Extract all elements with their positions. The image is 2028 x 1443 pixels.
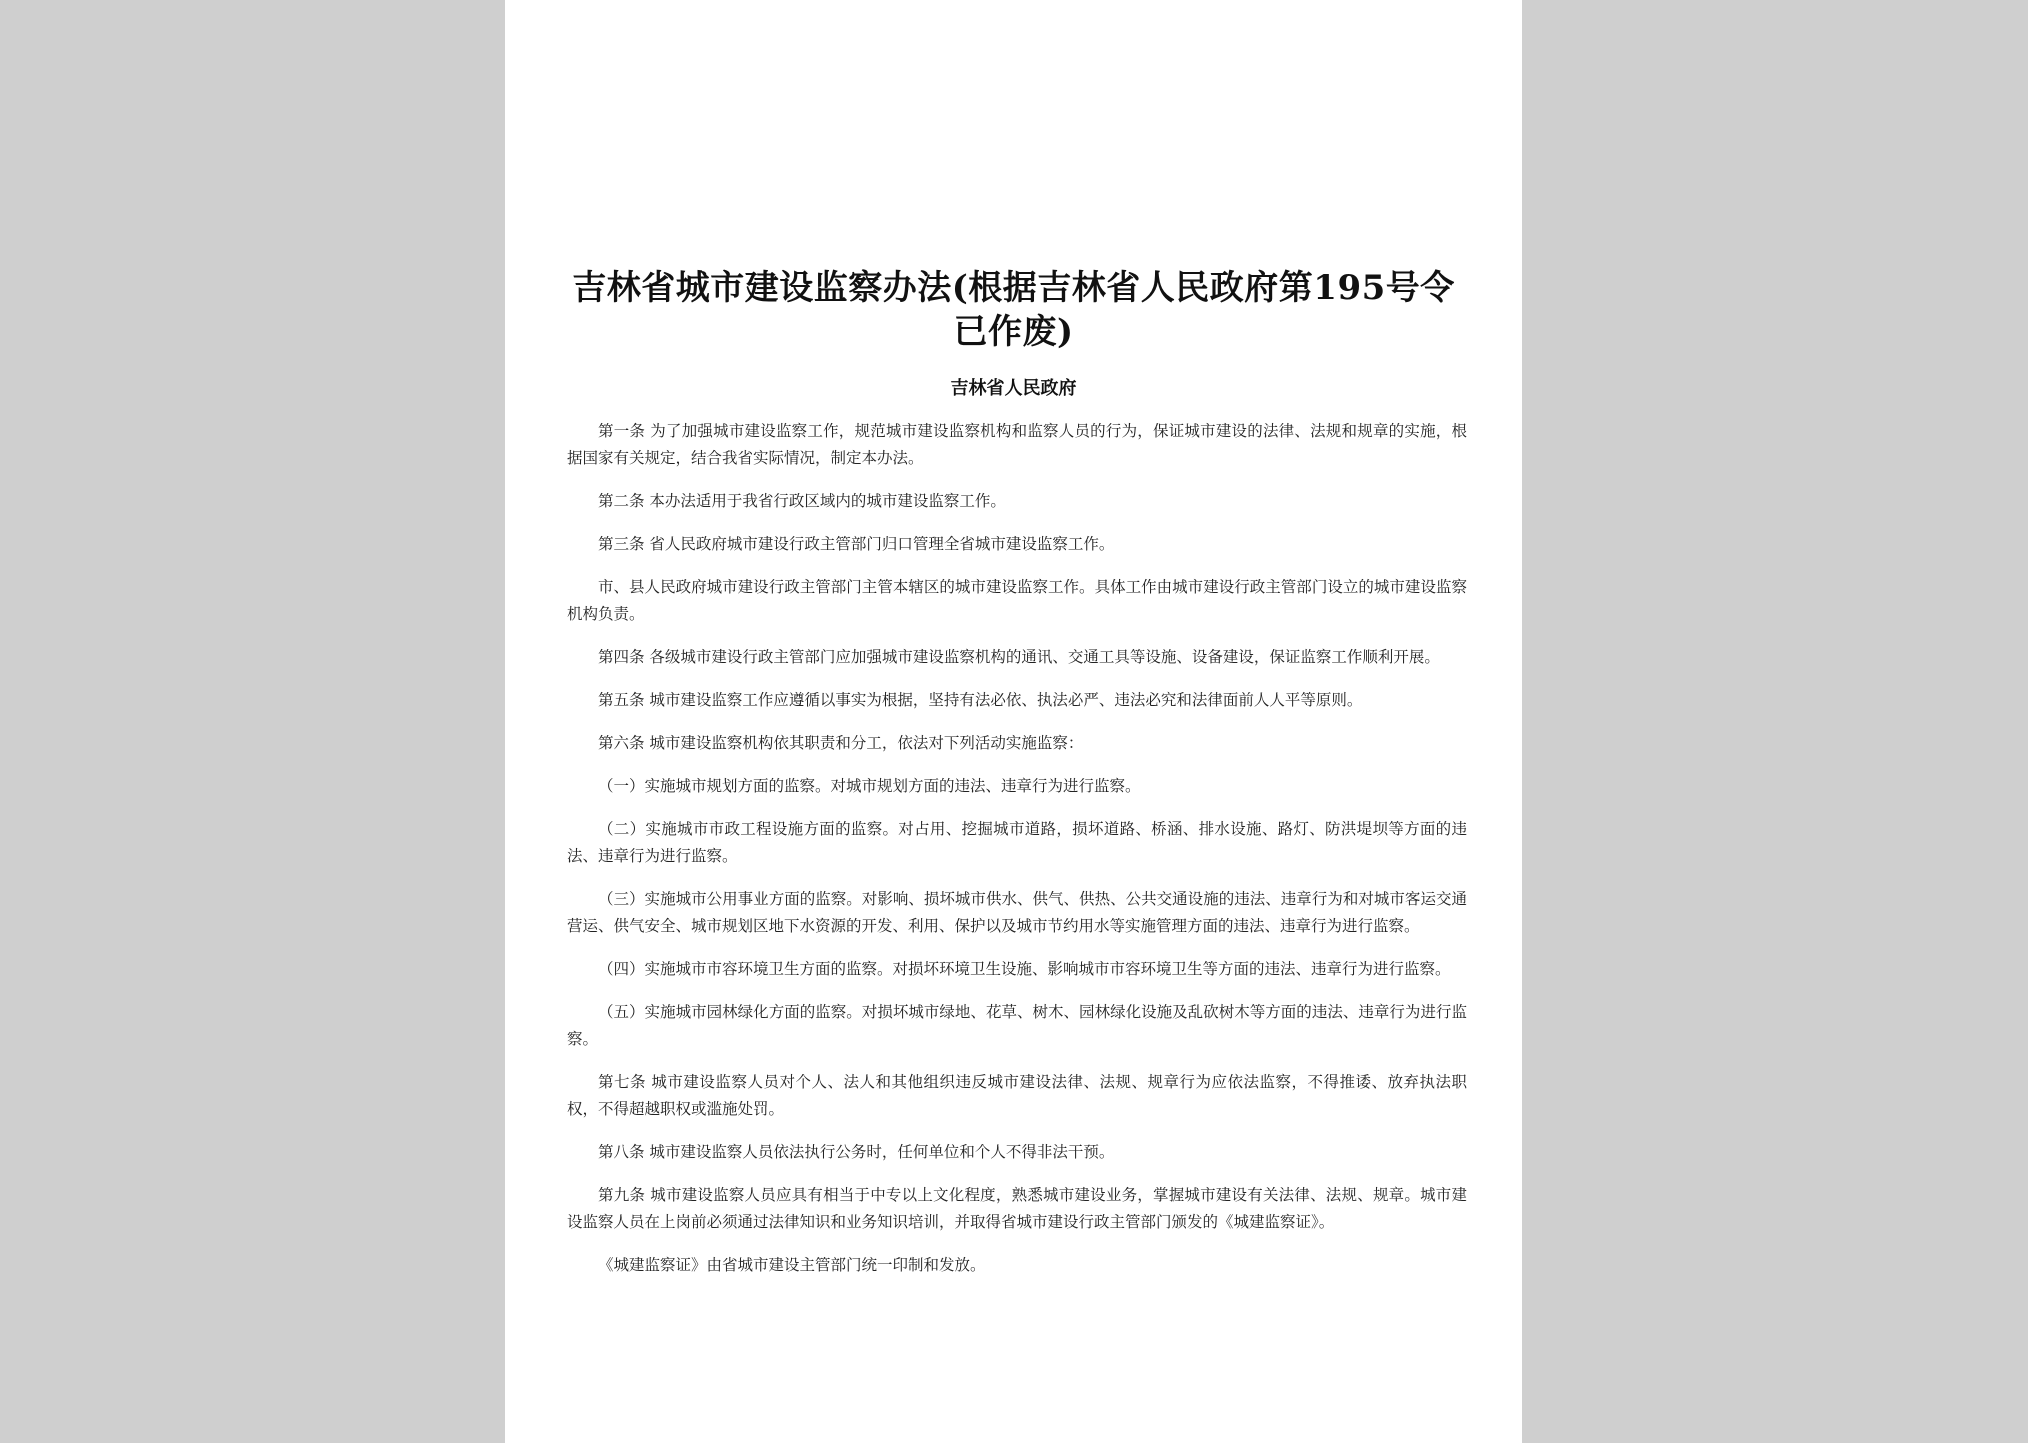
paragraph: （五）实施城市园林绿化方面的监察。对损坏城市绿地、花草、树木、园林绿化设施及乱砍树木等方面的违法、违章行为进行监察。 [567, 1003, 1467, 1048]
paragraph: 第二条 本办法适用于我省行政区域内的城市建设监察工作。 [598, 492, 1006, 510]
paragraph: 第一条 为了加强城市建设监察工作，规范城市建设监察机构和监察人员的行为，保证城市建设的法律、法规和规章的实施，根据国家有关规定，结合我省实际情况，制定本办法。 [567, 422, 1467, 467]
paragraph: 第三条 省人民政府城市建设行政主管部门归口管理全省城市建设监察工作。 [598, 535, 1115, 553]
document-body [567, 418, 1467, 1295]
paragraph: 第五条 城市建设监察工作应遵循以事实为根据，坚持有法必依、执法必严、违法必究和法律面前人人平等原则。 [598, 691, 1363, 709]
paragraph: 第七条 城市建设监察人员对个人、法人和其他组织违反城市建设法律、法规、规章行为应依法监察，不得推诿、放弃执法职权，不得超越职权或滥施处罚。 [567, 1073, 1467, 1118]
paragraph: 《城建监察证》由省城市建设主管部门统一印制和发放。 [598, 1256, 986, 1274]
document-page [505, 0, 1522, 1443]
paragraph: 第四条 各级城市建设行政主管部门应加强城市建设监察机构的通讯、交通工具等设施、设备建设，保证监察工作顺利开展。 [598, 648, 1440, 666]
paragraph: （二）实施城市市政工程设施方面的监察。对占用、挖掘城市道路，损坏道路、桥涵、排水设施、路灯、防洪堤坝等方面的违法、违章行为进行监察。 [567, 820, 1467, 865]
document-issuer: 吉林省人民政府 [950, 378, 1077, 399]
paragraph: 市、县人民政府城市建设行政主管部门主管本辖区的城市建设监察工作。具体工作由城市建设行政主管部门设立的城市建设监察机构负责。 [567, 578, 1467, 623]
paragraph: （四）实施城市市容环境卫生方面的监察。对损坏环境卫生设施、影响城市市容环境卫生等方面的违法、违章行为进行监察。 [598, 960, 1451, 978]
paragraph: （一）实施城市规划方面的监察。对城市规划方面的违法、违章行为进行监察。 [598, 777, 1141, 795]
document-title: 吉林省城市建设监察办法(根据吉林省人民政府第195号令已作废) [572, 268, 1455, 352]
paragraph: （三）实施城市公用事业方面的监察。对影响、损坏城市供水、供气、供热、公共交通设施的违法、违章行为和对城市客运交通营运、供气安全、城市规划区地下水资源的开发、利用、保护以及城市节约用水等实施管理方面的违法、违章行为进行监察。 [567, 890, 1467, 935]
paragraph: 第六条 城市建设监察机构依其职责和分工，依法对下列活动实施监察： [598, 734, 1084, 752]
paragraph: 第八条 城市建设监察人员依法执行公务时，任何单位和个人不得非法干预。 [598, 1143, 1115, 1161]
paragraph: 第九条 城市建设监察人员应具有相当于中专以上文化程度，熟悉城市建设业务，掌握城市建设有关法律、法规、规章。城市建设监察人员在上岗前必须通过法律知识和业务知识培训，并取得省城市建设行政主管部门颁发的《城建监察证》。 [567, 1186, 1467, 1231]
